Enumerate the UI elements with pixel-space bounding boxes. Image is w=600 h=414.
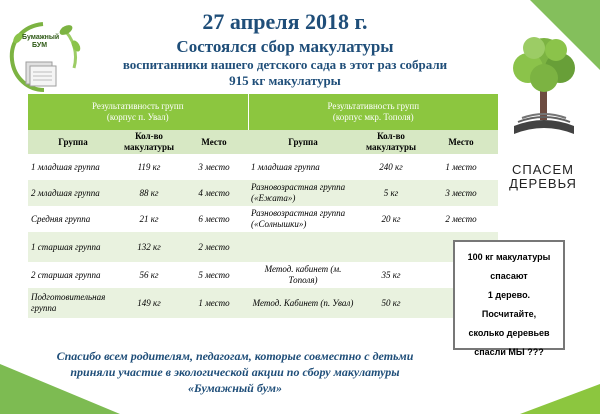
table-row (28, 288, 498, 318)
col-header-group: Группа (28, 130, 118, 154)
col-header-place: Место (180, 130, 248, 154)
table-row (28, 232, 498, 262)
left-place-cell: 1 место (180, 288, 248, 318)
right-campus-header: Результативность групп (корпус мкр. Тополя) (248, 94, 498, 130)
left-qty-cell: 119 кг (118, 154, 180, 180)
left-group-cell: 1 старшая группа (28, 232, 118, 262)
left-qty-cell: 88 кг (118, 180, 180, 206)
corner-decoration-bottom-right (520, 384, 600, 414)
page-subline: воспитанники нашего детского сада в этот раз собрали (122, 57, 448, 72)
table-row (28, 154, 498, 180)
table-row (28, 180, 498, 206)
right-qty-cell: 50 кг (358, 288, 424, 318)
left-qty-cell: 132 кг (118, 232, 180, 262)
total-amount: 915 кг макулатуры (229, 73, 341, 88)
left-place-cell: 4 место (180, 180, 248, 206)
table-row (28, 262, 498, 288)
results-table (28, 94, 498, 318)
left-group-cell: 2 старшая группа (28, 262, 118, 288)
right-group-cell (248, 232, 358, 262)
page-headline: Состоялся сбор макулатуры (176, 37, 394, 56)
col-header-qty: Кол-во макулатуры (118, 130, 180, 154)
left-group-cell: 2 младшая группа (28, 180, 118, 206)
page-title-date: 27 апреля 2018 г. (202, 9, 368, 34)
left-place-cell: 3 место (180, 154, 248, 180)
left-qty-cell: 149 кг (118, 288, 180, 318)
left-qty-cell: 21 кг (118, 206, 180, 232)
column-header-row (28, 130, 498, 154)
save-trees-slogan: СПАСЕМ ДЕРЕВЬЯ (509, 162, 577, 191)
right-qty-cell (358, 232, 424, 262)
table-header-row (28, 94, 498, 130)
right-place-cell: 1 место (424, 154, 498, 180)
thank-you-footer: Спасибо всем родителям, педагогам, которые совместно с детьми приняли участие в экологической акции по сбору макулатуры «Бумажный бум» (56, 349, 414, 395)
col-header-qty: Кол-во макулатуры (358, 130, 424, 154)
tree-book-illustration (500, 30, 588, 140)
left-campus-header: Результативность групп (корпус п. Увал) (28, 94, 248, 130)
right-place-cell: 3 место (424, 180, 498, 206)
logo-text: Бумажный БУМ (22, 34, 60, 49)
left-place-cell: 6 место (180, 206, 248, 232)
right-qty-cell: 35 кг (358, 262, 424, 288)
trees-saved-callout: 100 кг макулатуры спасают 1 дерево. Посчитайте, сколько деревьев спасли МЫ ??? (453, 240, 565, 350)
col-header-group: Группа (248, 130, 358, 154)
table-row (28, 206, 498, 232)
left-qty-cell: 56 кг (118, 262, 180, 288)
left-place-cell: 2 место (180, 232, 248, 262)
left-group-cell: Средняя группа (28, 206, 118, 232)
col-header-place: Место (424, 130, 498, 154)
right-group-cell: 1 младшая группа (248, 154, 358, 180)
right-qty-cell: 240 кг (358, 154, 424, 180)
left-group-cell: Подготовительная группа (28, 288, 118, 318)
left-place-cell: 5 место (180, 262, 248, 288)
paper-boom-logo (4, 18, 82, 96)
right-qty-cell: 5 кг (358, 180, 424, 206)
right-group-cell: Разновозрастная группа («Солнышки») (248, 206, 358, 232)
right-place-cell: 2 место (424, 206, 498, 232)
right-group-cell: Метод. Кабинет (п. Увал) (248, 288, 358, 318)
left-group-cell: 1 младшая группа (28, 154, 118, 180)
right-group-cell: Метод. кабинет (м. Тополя) (248, 262, 358, 288)
right-group-cell: Разновозрастная группа («Ежата») (248, 180, 358, 206)
right-qty-cell: 20 кг (358, 206, 424, 232)
